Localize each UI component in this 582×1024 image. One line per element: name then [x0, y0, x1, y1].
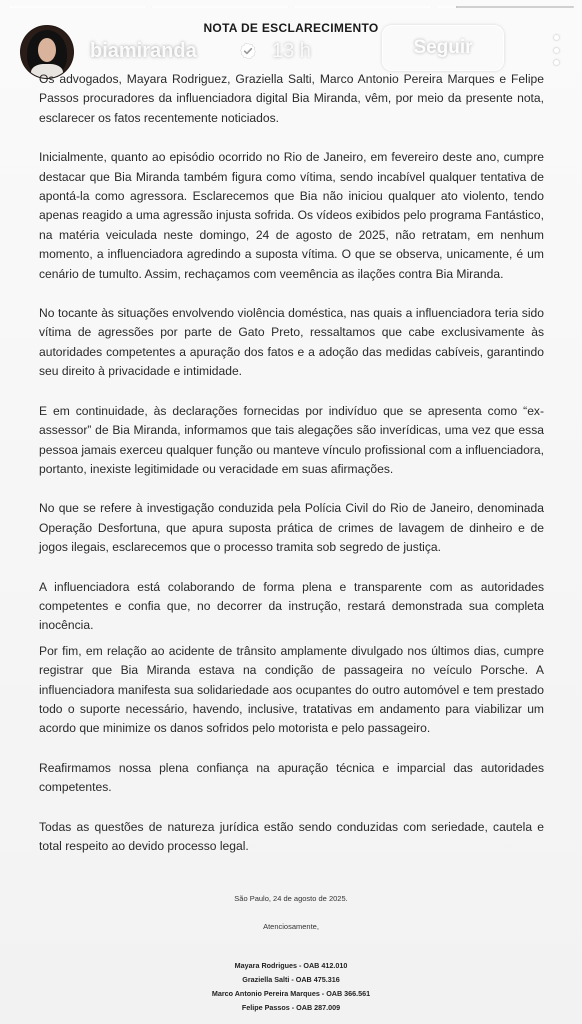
place-date: São Paulo, 24 de agosto de 2025.: [234, 894, 348, 903]
paragraph-rio-episode: Inicialmente, quanto ao episódio ocorrido no Rio de Janeiro, em fevereiro deste ano, cumpre destacar que Bia Miranda também figura como vítima, sendo incabível qualquer tentativa de apontá-la como agressora. Esclarecemos que Bia não iniciou qualquer ato violento, tendo apenas reagido a uma agressão injusta sofrida. Os vídeos exibidos pelo programa Fantástico, na matéria veiculada neste domingo, 24 de agosto de 2025, não retratam, em nenhum momento, a influenciadora agredindo a suposta vítima. O que se observa, unicamente, é um cenário de tumulto. Assim, rechaçamos com veemência as ilações contra Bia Miranda.: [39, 150, 544, 281]
more-vertical-icon[interactable]: [550, 35, 562, 65]
progress-segment: [293, 6, 432, 8]
dot: [554, 60, 559, 65]
document-body: [39, 70, 544, 856]
story-progress: [8, 6, 574, 8]
story-time: 13 h: [272, 40, 311, 62]
signature-line: Graziella Salti - OAB 475.316: [242, 975, 340, 984]
paragraph-legal-process: Todas as questões de natureza jurídica estão sendo conduzidas com seriedade, cautela e total respeito ao devido processo legal.: [39, 819, 544, 853]
dot: [554, 35, 559, 40]
verified-badge-icon: [239, 42, 257, 60]
progress-segment: [436, 6, 575, 8]
progress-segment: [8, 6, 147, 8]
paragraph-accident: Por fim, em relação ao acidente de trânsito amplamente divulgado nos últimos dias, cumpre registrar que Bia Miranda estava na condição de passageira no veículo Porsche. A influenciadora manifesta sua solidariedade aos ocupantes do outro automóvel e tem prestado todo o suporte necessário, havendo, inclusive, tratativas em andamento para viabilizar um acordo que minimize os danos sofridos pelo motorista e pelo passageiro.: [39, 643, 544, 736]
paragraph-confidence: Reafirmamos nossa plena confiança na apuração técnica e imparcial das autoridades competentes.: [39, 760, 544, 795]
username[interactable]: biamiranda: [90, 40, 197, 62]
paragraph-ex-assessor: E em continuidade, às declarações fornecidas por indivíduo que se apresenta como “ex-assessor” de Bia Miranda, informamos que tais alegações são inverídicas, uma vez que essa pessoa jamais exerceu qualquer função ou manteve vínculo profissional com a influenciadora, portanto, inexiste legitimidade ou veracidade em suas afirmações.: [39, 403, 544, 476]
paragraph-domestic-violence: No tocante às situações envolvendo violência doméstica, nas quais a influenciadora teria sido vítima de agressões por parte de Gato Preto, ressaltamos que cabe exclusivamente às autoridades competentes a apuração dos fatos e a adoção das medidas cabíveis, garantindo seu direito à privacidade e intimidade.: [39, 306, 544, 379]
follow-button[interactable]: Seguir: [382, 25, 504, 71]
progress-fill: [436, 6, 457, 8]
paragraph-cooperation: A influenciadora está colaborando de forma plena e transparente com as autoridades competentes e confia que, no decorrer da instrução, restará demonstrada sua completa inocência.: [39, 579, 544, 633]
progress-fill: [151, 6, 290, 8]
signature-line: Marco Antonio Pereira Marques - OAB 366.561: [211, 989, 371, 998]
signature-line: Mayara Rodrigues - OAB 412.010: [234, 961, 348, 970]
avatar-face: [38, 38, 56, 62]
paragraph-investigation: No que se refere à investigação conduzida pela Polícia Civil do Rio de Janeiro, denominada Operação Desfortuna, que apura suposta prática de crimes de lavagem de dinheiro e de jogos ilegais, esclarecemos que o processo tramita sob segredo de justiça.: [39, 501, 544, 555]
document-title: NOTA DE ESCLARECIMENTO: [203, 21, 379, 35]
signature-line: Felipe Passos - OAB 287.009: [241, 1003, 341, 1012]
dot: [554, 48, 559, 53]
progress-segment: [151, 6, 290, 8]
progress-fill: [8, 6, 147, 8]
paragraph-intro: Os advogados, Mayara Rodriguez, Graziella Salti, Marco Antonio Pereira Marques e Felipe Passos procuradores da influenciadora digital Bia Miranda, vêm, por meio da presente nota, esclarecer os fatos recentemente noticiados.: [39, 72, 544, 125]
closing-line: Atenciosamente,: [263, 922, 319, 931]
progress-fill: [293, 6, 432, 8]
